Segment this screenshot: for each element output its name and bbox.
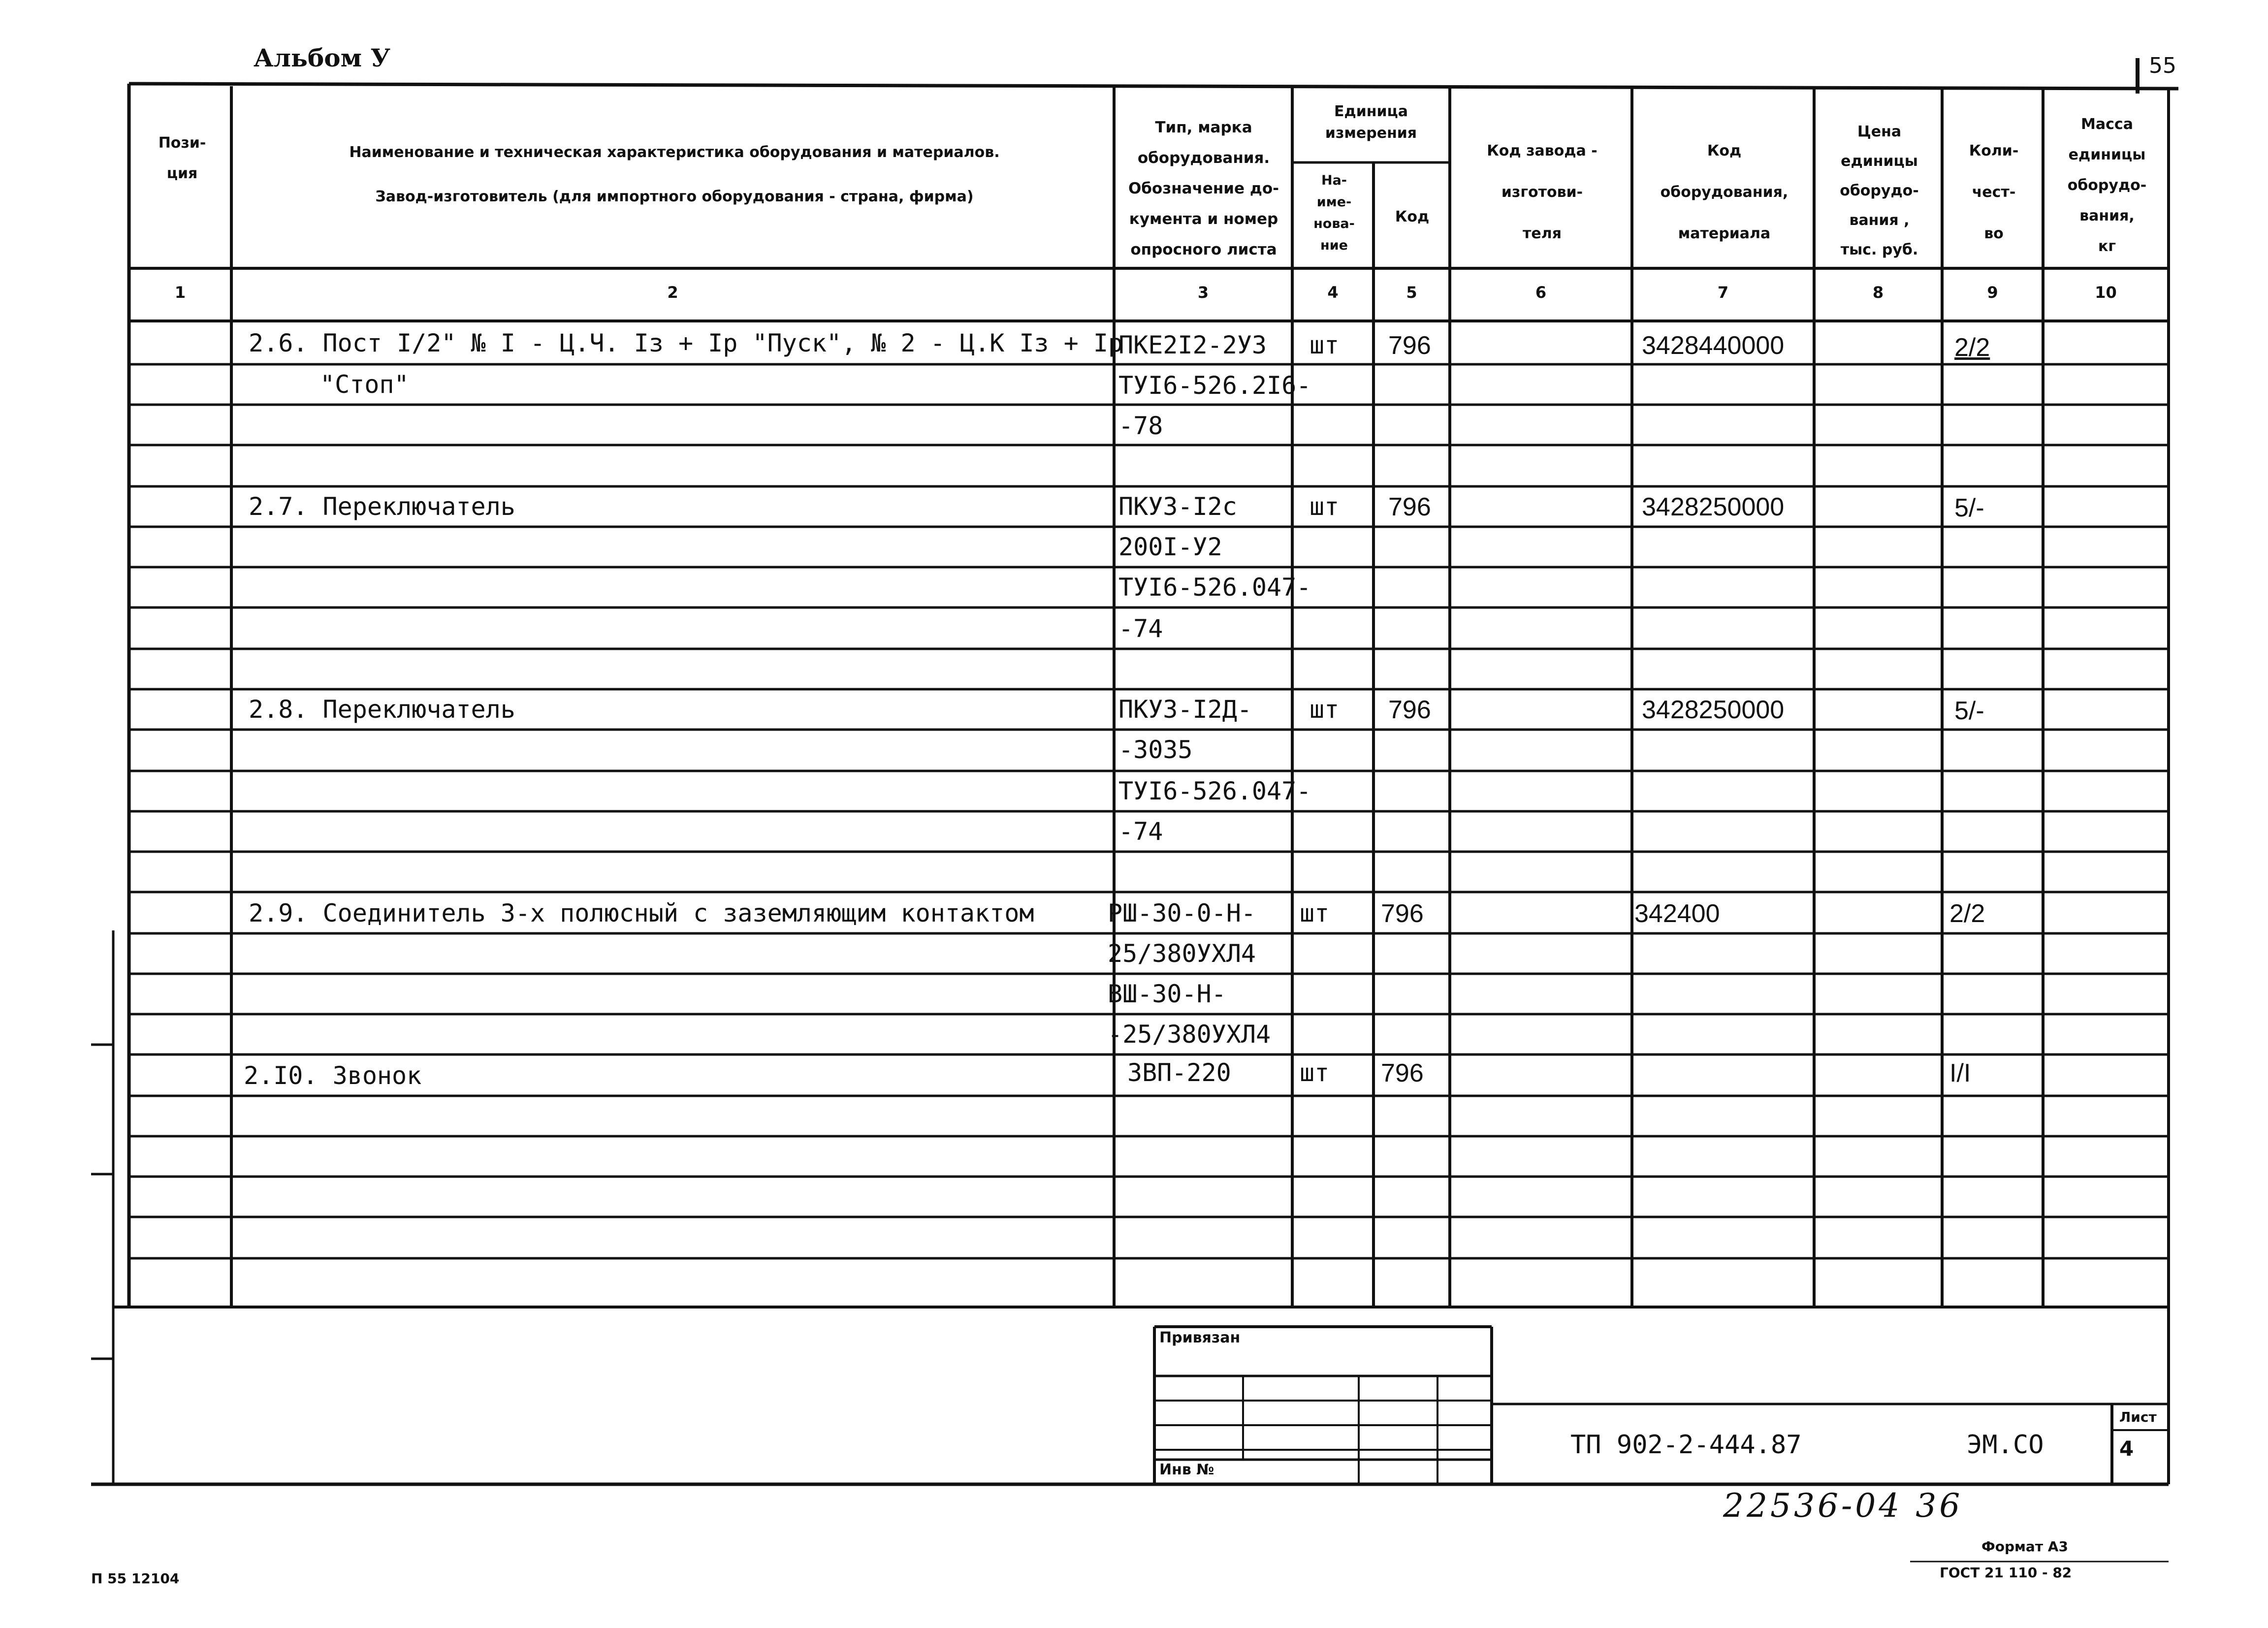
item-2-9-type-3: ВШ-30-Н- (1108, 980, 1226, 1008)
sheet-label: Лист (2119, 1409, 2157, 1425)
footer-left-code: П 55 12104 (91, 1570, 180, 1587)
column-number-5: 5 (1406, 283, 1417, 302)
column-number-6: 6 (1535, 283, 1547, 302)
item-2-7-unit-code: 796 (1388, 493, 1431, 521)
sheet-number: 4 (2119, 1436, 2134, 1461)
item-2-9-type-1: РШ-30-0-Н- (1108, 899, 1256, 927)
item-2-7-type-4: -74 (1118, 614, 1163, 643)
document-code: ТП 902-2-444.87 (1570, 1430, 1802, 1460)
privyazan-label: Привязан (1159, 1329, 1241, 1346)
item-2-10-unit-code: 796 (1381, 1059, 1424, 1087)
item-2-6-quantity: 2/2 (1954, 333, 1990, 362)
item-2-6-type-1: ПКЕ2I2-2УЗ (1118, 331, 1267, 359)
item-2-9-name: 2.9. Соединитель 3-х полюсный с заземляющим контактом (249, 899, 1034, 927)
header-col6: Код завода - изготови- теля (1487, 142, 1597, 242)
header-col8: Цена единицы оборудо- вания , тыс. руб. (1840, 123, 1919, 258)
header-col2: Наименование и техническая характеристика оборудования и материалов. Завод-изготовитель (для импортного оборудования - страна, фирма) (349, 144, 1000, 205)
item-2-9-material-code: 342400 (1634, 899, 1720, 928)
album-title: Альбом У (254, 43, 391, 72)
header-col4: На- име- нова- ние (1313, 173, 1355, 253)
item-2-8-type-2: -3035 (1118, 735, 1193, 764)
item-2-7-type-3: ТУI6-526.047- (1118, 573, 1311, 602)
header-col1: Пози- ция (158, 134, 206, 182)
item-2-10-type-1: ЗВП-220 (1127, 1058, 1231, 1087)
handwritten-number: 22536-04 36 (1723, 1487, 1963, 1525)
item-2-6-name-cont: "Стоп" (320, 370, 409, 399)
item-2-8-type-4: -74 (1118, 817, 1163, 846)
column-number-1: 1 (174, 283, 186, 302)
item-2-8-unit-code: 796 (1388, 696, 1431, 724)
item-2-8-type-3: ТУI6-526.047- (1118, 777, 1311, 805)
item-2-8-name: 2.8. Переключатель (249, 695, 515, 724)
item-2-10-name: 2.I0. Звонок (244, 1061, 422, 1090)
item-2-7-name: 2.7. Переключатель (249, 492, 515, 521)
item-2-7-type-1: ПКУЗ-I2с (1118, 492, 1237, 521)
item-2-6-type-3: -78 (1118, 412, 1163, 440)
item-2-9-unit-code: 796 (1381, 899, 1424, 928)
inventory-number-label: Инв № (1159, 1461, 1214, 1478)
column-number-7: 7 (1717, 283, 1729, 302)
item-2-8-type-1: ПКУЗ-I2Д- (1118, 695, 1252, 724)
column-number-4: 4 (1327, 283, 1339, 302)
item-2-8-quantity: 5/- (1954, 697, 1984, 725)
column-number-8: 8 (1872, 283, 1884, 302)
item-2-7-type-2: 200I-У2 (1118, 533, 1222, 561)
page-number: 55 (2149, 53, 2176, 78)
header-col3: Тип, марка оборудования. Обозначение до- кумента и номер опросного листа (1128, 119, 1279, 258)
column-number-3: 3 (1197, 283, 1209, 302)
header-col9: Коли- чест- во (1969, 142, 2019, 242)
item-2-9-type-2: 25/380УХЛ4 (1108, 939, 1256, 968)
header-col5: Код (1395, 208, 1430, 225)
item-2-8-unit: шт (1310, 695, 1340, 724)
header-col7: Код оборудования, материала (1660, 142, 1789, 242)
item-2-7-material-code: 3428250000 (1642, 493, 1785, 521)
document-mark: ЭМ.СО (1967, 1430, 2044, 1460)
item-2-10-quantity: I/I (1949, 1059, 1971, 1087)
item-2-8-material-code: 3428250000 (1642, 696, 1785, 724)
item-2-6-type-2: ТУI6-526.2I6- (1118, 371, 1311, 400)
column-number-10: 10 (2095, 283, 2117, 302)
header-col10: Масса единицы оборудо- вания, кг (2067, 116, 2147, 255)
item-2-6-unit: шт (1310, 331, 1340, 359)
item-2-9-unit: шт (1300, 899, 1330, 927)
item-2-7-quantity: 5/- (1954, 494, 1984, 522)
item-2-7-unit: шт (1310, 492, 1340, 521)
header-units-group: Единица измерения (1325, 103, 1417, 142)
column-number-2: 2 (667, 283, 678, 302)
item-2-6-material-code: 3428440000 (1642, 331, 1785, 360)
column-number-9: 9 (1987, 283, 1998, 302)
format-label: Формат А3 (1981, 1538, 2068, 1555)
item-2-9-type-4: -25/380УХЛ4 (1108, 1020, 1271, 1049)
item-2-6-name: 2.6. Пост I/2" № I - Ц.Ч. Iз + Iр "Пуск", № 2 - Ц.К Iз + Iр (249, 329, 1123, 357)
item-2-6-unit-code: 796 (1388, 331, 1431, 360)
item-2-9-quantity: 2/2 (1949, 899, 1985, 928)
gost-label: ГОСТ 21 110 - 82 (1940, 1564, 2072, 1581)
item-2-10-unit: шт (1300, 1058, 1330, 1087)
